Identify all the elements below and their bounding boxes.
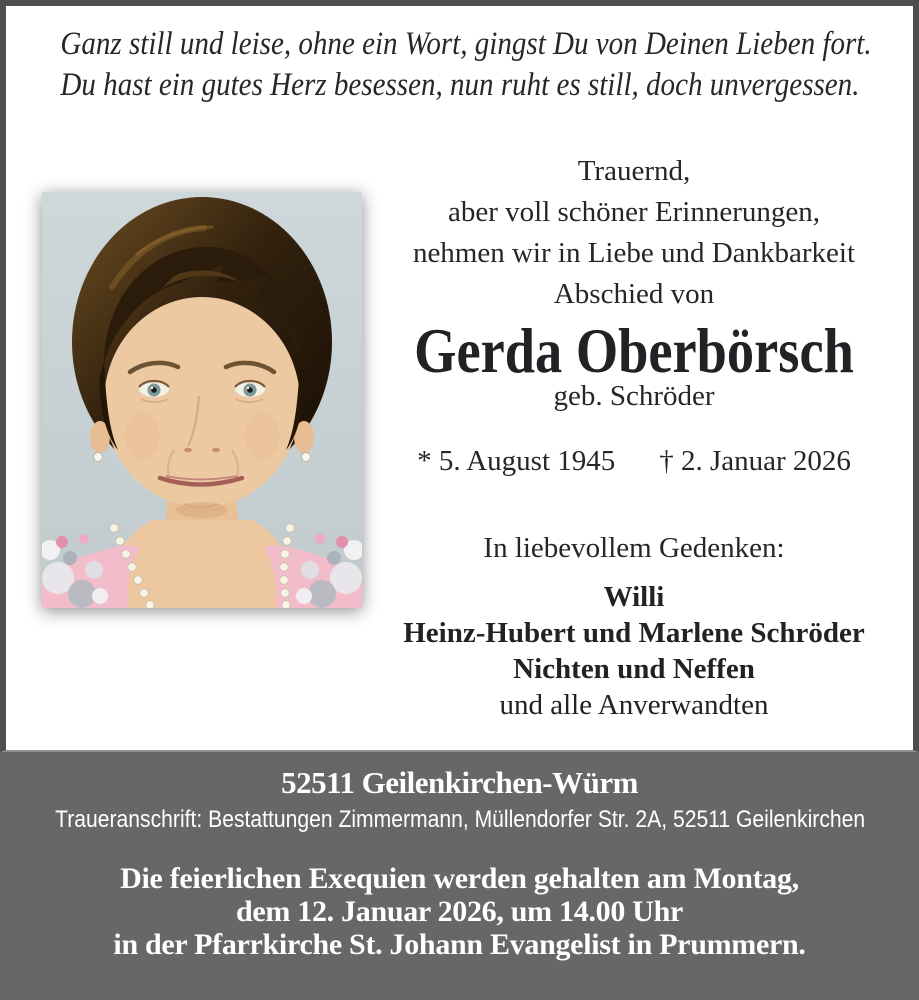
birth-date: * 5. August 1945	[417, 445, 616, 477]
mourner-line: und alle Anverwandten	[499, 689, 769, 721]
funeral-info-banner	[0, 752, 919, 1000]
verse-line-2: Du hast ein gutes Herz besessen, nun ruht es still, doch unvergessen.	[60, 67, 860, 103]
intro-text	[364, 151, 904, 315]
death-date: † 2. Januar 2026	[659, 445, 851, 477]
condolence-address: Traueranschrift: Bestattungen Zimmermann, Müllendorfer Str. 2A, 52511 Geilenkirchen	[55, 806, 866, 833]
portrait-photo	[42, 192, 362, 608]
deceased-name: Gerda Oberbörsch	[414, 315, 854, 386]
memorial-heading: In liebevollem Gedenken:	[483, 532, 785, 564]
announcement-column	[364, 6, 904, 746]
mourner-line: Heinz-Hubert und Marlene Schröder	[403, 617, 865, 649]
earring-right	[302, 453, 311, 462]
intro-line-3: nehmen wir in Liebe und Dankbarkeit	[412, 237, 856, 269]
location-heading: 52511 Geilenkirchen-Würm	[281, 765, 638, 800]
earring-left	[94, 453, 103, 462]
service-line-3: in der Pfarrkirche St. Johann Evangelist in Prummern.	[113, 928, 806, 961]
mourner-line: Willi	[603, 581, 665, 613]
face	[104, 297, 300, 507]
mourner-line: Nichten und Neffen	[513, 653, 755, 685]
maiden-name: geb. Schröder	[553, 380, 715, 412]
portrait-illustration	[42, 192, 362, 608]
verse-line-1: Ganz still und leise, ohne ein Wort, gingst Du von Deinen Lieben fort.	[60, 26, 872, 62]
intro-line-4: Abschied von	[553, 278, 715, 310]
intro-line-2: aber voll schöner Erinnerungen,	[447, 196, 821, 228]
mourners-list	[364, 579, 904, 723]
life-dates	[364, 443, 904, 479]
service-line-1: Die feierlichen Exequien werden gehalten am Montag,	[120, 862, 799, 895]
service-line-2: dem 12. Januar 2026, um 14.00 Uhr	[235, 895, 684, 928]
intro-line-1: Trauernd,	[577, 155, 691, 187]
service-announcement	[0, 862, 919, 961]
